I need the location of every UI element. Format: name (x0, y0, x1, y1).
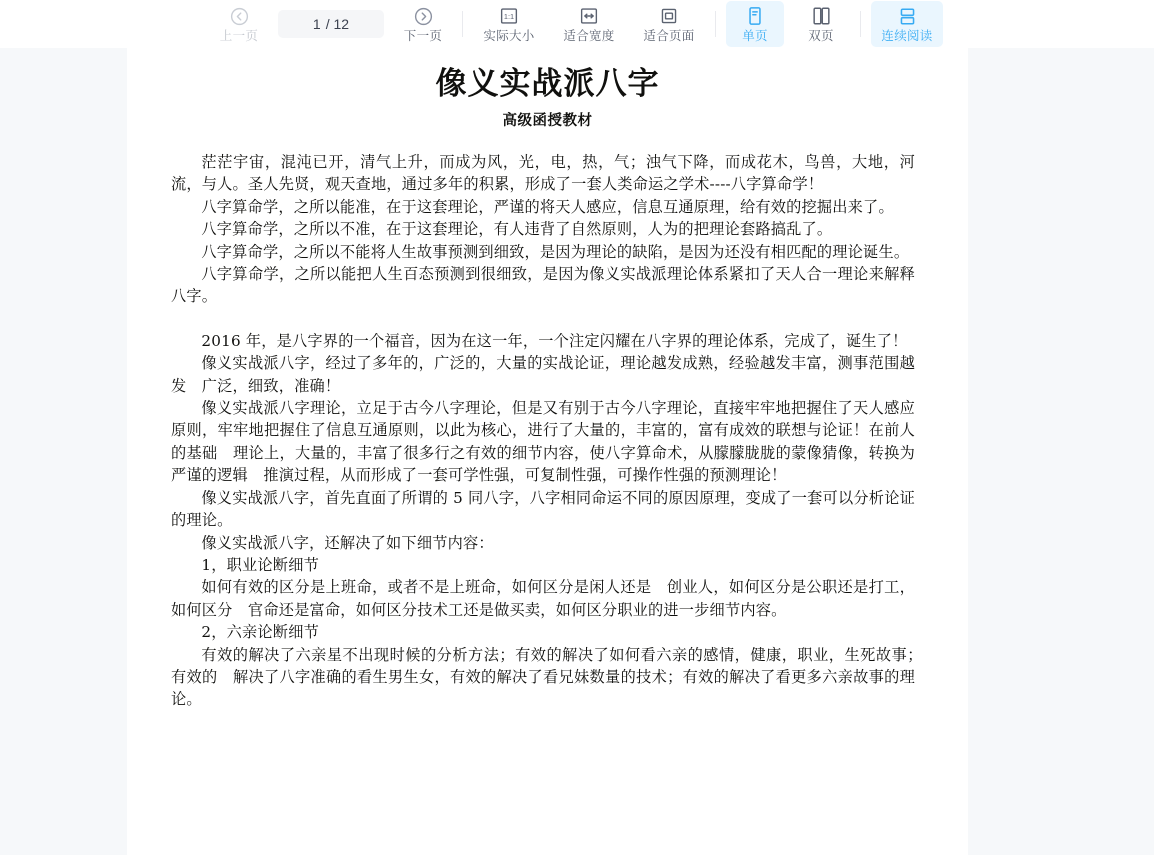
document-paragraph: 茫茫宇宙，混沌已开，清气上升，而成为风，光，电，热，气；浊气下降，而成花木，鸟兽，大地，河流，与人。圣人先贤，观天查地，通过多年的积累，形成了一套人类命运之学术----八字算命学！ (171, 153, 915, 194)
document-paragraph: 八字算命学，之所以能准，在于这套理论，严谨的将天人感应，信息互通原理，给有效的挖掘出来了。 (201, 197, 894, 216)
document-body (127, 151, 968, 711)
actual-size-1to1-icon (498, 6, 520, 27)
actual-size-button[interactable] (473, 1, 545, 47)
document-paragraph: 1，职业论断细节 (201, 555, 319, 574)
next-page-label: 下一页 (403, 28, 443, 43)
toolbar-divider-1 (462, 11, 463, 37)
document-paragraph: 像义实战派八字，首先直面了所谓的 5 同八字，八字相同命运不同的原因原理，变成了一套可以分析论证的理论。 (171, 488, 915, 530)
double-page-button[interactable] (792, 1, 850, 47)
document-paragraph: 像义实战派八字，还解决了如下细节内容： (201, 533, 494, 552)
single-page-label: 单页 (742, 28, 768, 43)
viewer-toolbar (0, 0, 1154, 48)
toolbar-controls (206, 0, 947, 48)
fit-page-button[interactable] (633, 1, 705, 47)
paragraph-spacer (171, 308, 915, 330)
document-paragraph: 像义实战派八字，经过了多年的，广泛的，大量的实战论证，理论越发成熟，经验越发丰富，测事范围越发 广泛，细致，准确！ (171, 354, 915, 395)
fit-width-label: 适合宽度 (563, 28, 615, 43)
single-page-button[interactable] (726, 1, 784, 47)
document-paragraph: 2，六亲论断细节 (201, 623, 319, 642)
actual-size-label: 实际大小 (483, 28, 535, 43)
fit-width-button[interactable] (553, 1, 625, 47)
page-indicator[interactable] (278, 10, 384, 38)
document-paragraph: 2016 年，是八字界的一个福音，因为在这一年，一个注定闪耀在八字界的理论体系，完成了，诞生了！ (201, 331, 908, 350)
document-title: 像义实战派八字 (435, 66, 660, 102)
next-page-button[interactable] (394, 1, 452, 47)
document-subtitle: 高级函授教材 (502, 112, 593, 129)
prev-page-button[interactable] (210, 1, 268, 47)
document-content (127, 66, 968, 711)
fit-page-icon (658, 6, 680, 27)
document-paragraph: 像义实战派八字理论，立足于古今八字理论，但是又有别于古今八字理论，直接牢牢地把握住了天人感应原则，牢牢地把握住了信息互通原则，以此为核心，进行了大量的，丰富的，富有成效的联想与论证！在前人 的基础 理论上，大量的，丰富了很多行之有效的细节内容，使八字算命术，从朦朦胧胧的蒙像猜像，转换为严谨的逻辑 推演过程，从而形成了一套可学性强，可复制性强，可操作性强的预测理论！ (171, 399, 931, 485)
pdf-page-1 (127, 48, 968, 855)
document-paragraph: 如何有效的区分是上班命，或者不是上班命，如何区分是闲人还是 创业人，如何区分是公职还是打工，如何区分 官命还是富命，如何区分技术工还是做买卖，如何区分职业的进一步细节内容。 (171, 578, 915, 619)
chevron-right-circle-icon (412, 6, 434, 27)
page-total-label: / 12 (325, 16, 350, 32)
page-current-input[interactable]: 1 (312, 16, 321, 32)
continuous-scroll-icon (896, 6, 918, 27)
document-paragraph: 八字算命学，之所以不能将人生故事预测到细致，是因为理论的缺陷，是因为还没有相匹配的理论诞生。 (201, 242, 910, 261)
pdf-viewer-canvas[interactable] (0, 48, 1154, 855)
single-page-icon (744, 6, 766, 27)
toolbar-divider-3 (860, 11, 861, 37)
double-page-label: 双页 (808, 28, 834, 43)
prev-page-label: 上一页 (219, 28, 259, 43)
double-page-icon (810, 6, 832, 27)
toolbar-divider-2 (715, 11, 716, 37)
document-paragraph: 有效的解决了六亲星不出现时候的分析方法；有效的解决了如何看六亲的感情，健康，职业，生死故事； 有效的 解决了八字准确的看生男生女，有效的解决了看兄妹数量的技术；有效的解决了看更多六亲故事的理论。 (171, 645, 931, 709)
fit-page-label: 适合页面 (643, 28, 695, 43)
chevron-left-circle-icon (228, 6, 250, 27)
document-paragraph: 八字算命学，之所以不准，在于这套理论，有人违背了自然原则，人为的把理论套路搞乱了。 (201, 220, 833, 239)
continuous-read-label: 连续阅读 (881, 28, 933, 43)
continuous-read-button[interactable] (871, 1, 943, 47)
document-paragraph: 八字算命学，之所以能把人生百态预测到很细致，是因为像义实战派理论体系紧扣了天人合一理论来解释八字。 (171, 265, 915, 306)
fit-width-icon (578, 6, 600, 27)
svg-text:1:1: 1:1 (503, 11, 515, 21)
